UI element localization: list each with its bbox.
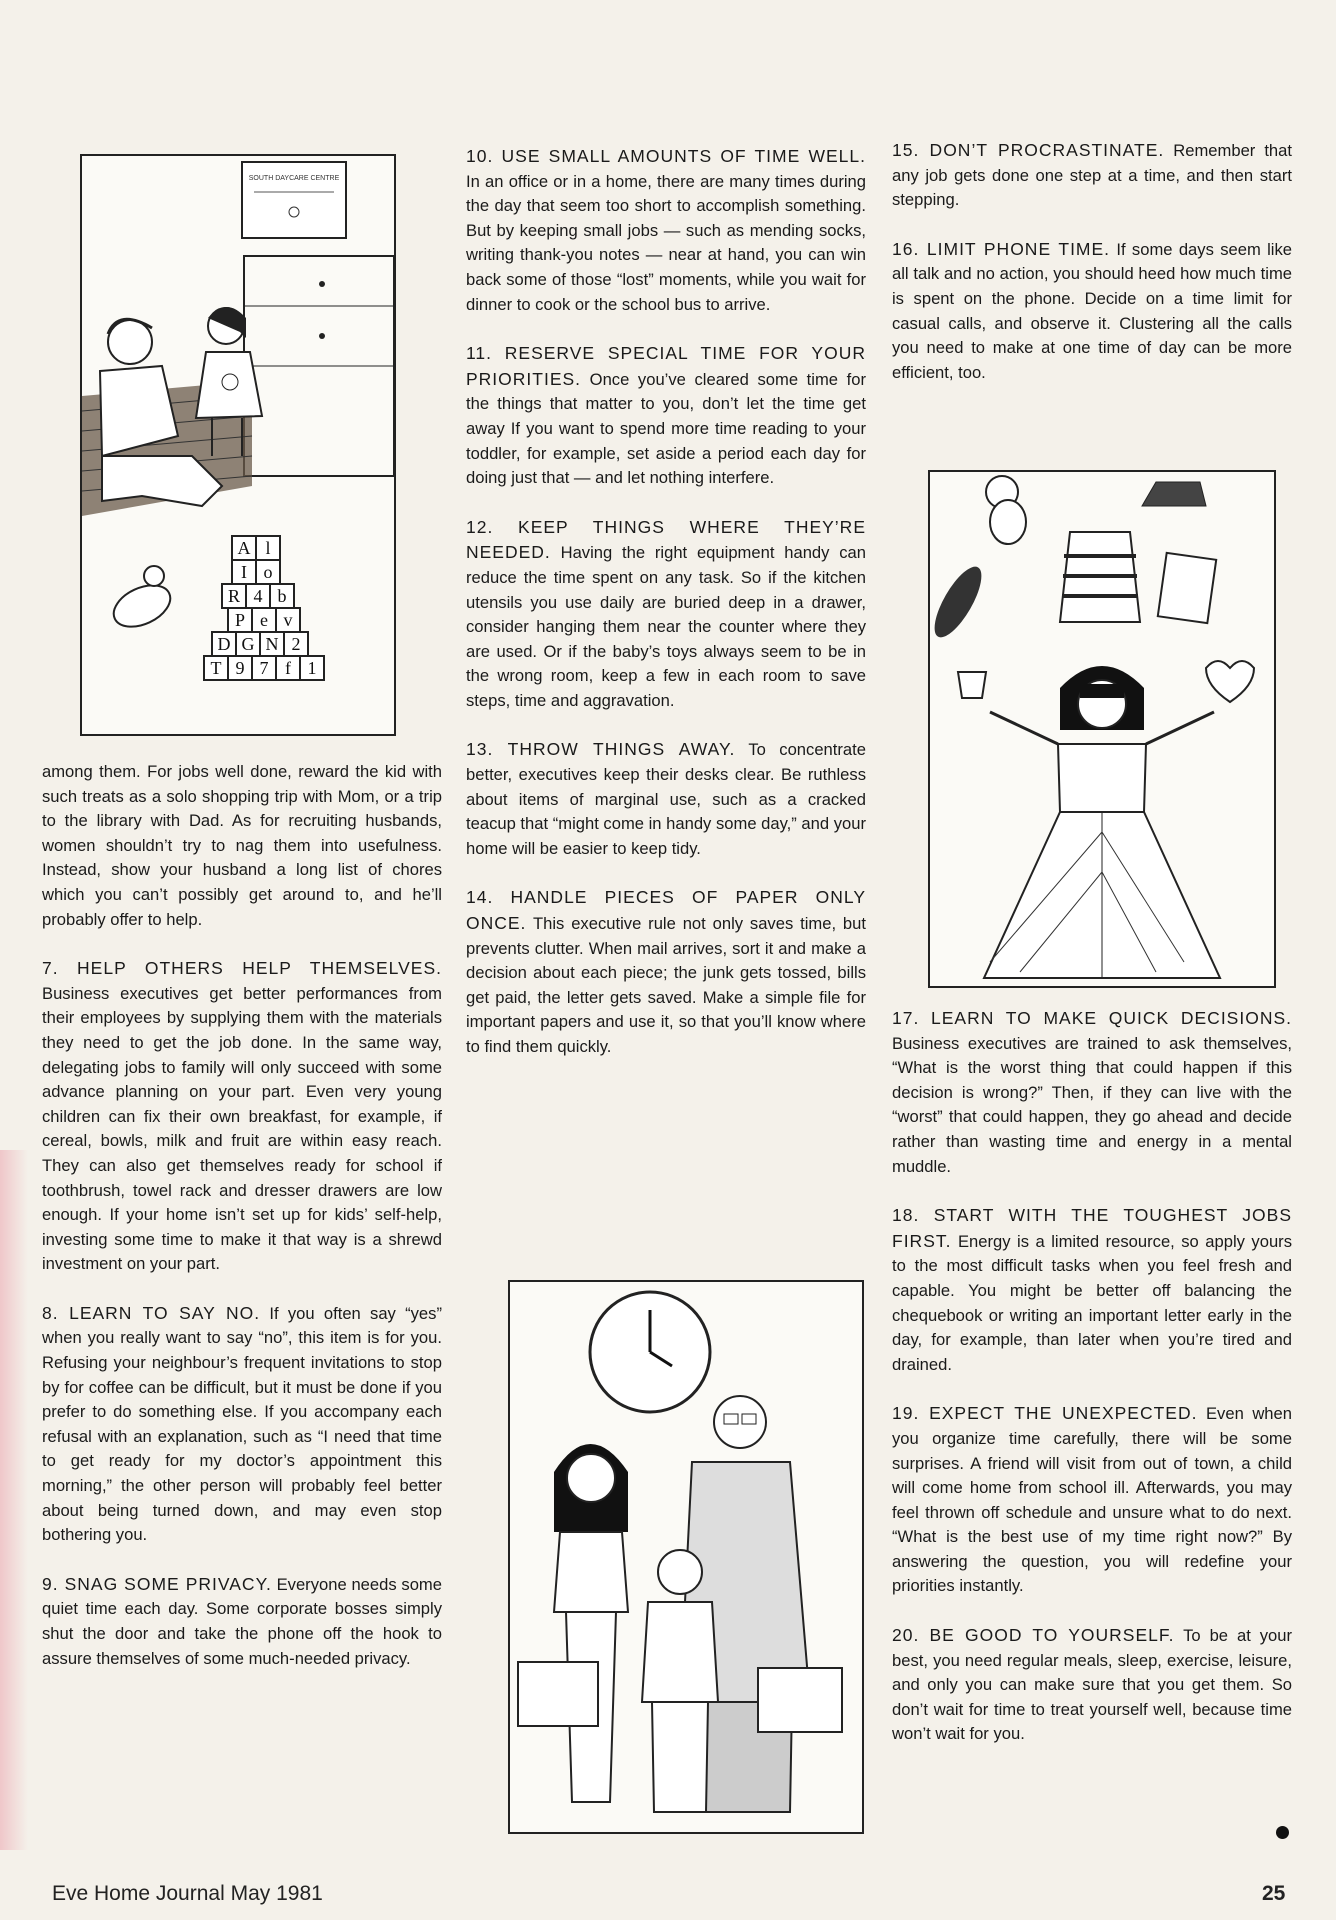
tip-heading: 19. EXPECT THE UNEXPECTED. (892, 1403, 1198, 1424)
tip-text: Business executives get better performances from their employees by supplying them with the materials they need to get the job done. In the same way, delegating jobs to family will only succeed with some advance planning on your part. Even very young children can fix their own breakfast, for example, if cereal, bowls, milk and fruit are within easy reach. They can also get themselves ready for school if toothbrush, towel rack and dresser drawers are low enough. If your home isn’t set up for kids’ self-help, investing some time to make it that way is a shrewd investment on your part. (42, 983, 442, 1274)
block-letter: v (283, 610, 293, 630)
tip-8 (42, 1301, 442, 1548)
block-letter: e (260, 610, 268, 630)
block-letter: 1 (307, 658, 317, 678)
block-letter: T (210, 658, 222, 678)
block-letter: o (263, 562, 273, 582)
tip-7 (42, 956, 442, 1277)
block-letter: 7 (259, 658, 269, 678)
end-of-article-bullet (1276, 1826, 1289, 1839)
article-column-left (42, 760, 442, 1695)
tip-heading: 15. DON’T PROCRASTINATE. (892, 140, 1165, 160)
tip-text: If some days seem like all talk and no action, you should heed how much time is spent on the phone. Decide on a time limit for casual calls, and observe it. Clustering all the calls you need to make at one time of day can be more efficient, too. (892, 239, 1292, 382)
tip-text: Remember that any job gets done one step at a time, and then start stepping. (892, 141, 1292, 210)
tip-heading: 17. LEARN TO MAKE QUICK DECISIONS. (892, 1008, 1292, 1028)
tip-heading: 14. HANDLE PIECES OF PAPER ONLY ONCE. (466, 887, 866, 934)
tip-text: Energy is a limited resource, so apply yours to the most difficult tasks when you feel fresh and capable. You might be better off balancing the chequebook or writing an important letter early in the day, for example, than later when you’re tired and drained. (892, 1231, 1292, 1374)
tip-heading: 16. LIMIT PHONE TIME. (892, 238, 1111, 259)
page-number: 25 (1262, 1882, 1286, 1905)
publication-footer: Eve Home Journal May 1981 (52, 1882, 323, 1905)
daycare-sign-text: SOUTH DAYCARE CENTRE (248, 175, 340, 182)
block-letter: 2 (291, 634, 301, 654)
tip-14 (466, 885, 866, 1059)
tip-heading: 18. START WITH THE TOUGHEST JOBS FIRST. (892, 1205, 1292, 1251)
woman-juggling-drawing (930, 472, 1274, 986)
tip-15 (892, 138, 1292, 213)
block-letter: A (237, 538, 251, 558)
tip-text: Even when you organize time carefully, there will be some surprises. A friend will visit from out of town, a child will come home from school ill. Afterwards, you may feel thrown off schedule and unsure what to do next. “What is the best use of my time right now?” By answering the question, you will redefine your priorities instantly. (892, 1404, 1292, 1596)
block-letter: 4 (253, 586, 263, 606)
block-letter: P (234, 610, 246, 630)
tip-20 (892, 1623, 1292, 1747)
tip-heading: 13. THROW THINGS AWAY. (466, 739, 736, 760)
article-column-right-bottom (892, 1006, 1292, 1771)
illustration-father-daughter-blocks (80, 154, 396, 736)
tip-text: Everyone needs some quiet time each day. Some corporate bosses simply shut the door and take the phone off the hook to assure themselves of some much-needed privacy. (42, 1574, 442, 1668)
tip-text: Business executives are trained to ask themselves, “What is the worst thing that could happen if this decision is wrong?” Then, if they can live with the “worst” that could happen, they go ahead and decide rather than wasting time and energy in a mental muddle. (892, 1033, 1292, 1176)
block-letter: f (285, 658, 291, 678)
tip-heading: 12. KEEP THINGS WHERE THEY’RE NEEDED. (466, 516, 866, 563)
tip-18 (892, 1203, 1292, 1377)
tip-19 (892, 1401, 1292, 1599)
illustration-family-clock (508, 1280, 864, 1834)
tip-16 (892, 237, 1292, 386)
paragraph-text: among them. For jobs well done, reward the kid with such treats as a solo shopping trip with Mom, or a trip to the library with Dad. As for recruiting husbands, women shouldn’t try to nag them into usefulness. Instead, show your husband a long list of chores which you can’t possibly get around to, and he’ll probably offer to help. (42, 762, 442, 929)
tip-text: If you often say “yes” when you really want to say “no”, this item is for you. Refusing your neighbour’s frequent invitations to stop by for coffee can be difficult, but it must be done if you prefer to do something else. If you accompany each refusal with an explanation, such as “I need that time to get ready for my doctor’s appointment this morning,” the other person will probably feel better about being turned down, and may even stop bothering you. (42, 1303, 442, 1545)
block-letter: 9 (235, 658, 245, 678)
block-letter: D (217, 634, 231, 654)
tip-11 (466, 341, 866, 491)
tip-13 (466, 737, 866, 861)
tip-text: Having the right equipment handy can reduce the time spent on any task. So if the kitchen utensils you use daily are buried deep in a drawer, consider hanging them near the counter where they are used. Or if the baby’s toys always seem to be in the wrong room, keep a few in each room to save steps, time and aggravation. (466, 543, 866, 710)
block-letter: N (265, 634, 279, 654)
block-letter: l (265, 538, 271, 558)
tip-heading: 11. RESERVE SPECIAL TIME FOR YOUR PRIORITIES. (466, 343, 866, 389)
block-letter: b (277, 586, 287, 606)
article-column-right-top (892, 138, 1292, 409)
block-letter: G (241, 634, 255, 654)
illustration-woman-juggling (928, 470, 1276, 988)
tip-text: To concentrate better, executives keep their desks clear. Be ruthless about items of marginal use, such as a cracked teacup that “might come in handy some day,” and your home will be easier to keep tidy. (466, 740, 866, 858)
tip-9 (42, 1572, 442, 1671)
article-column-middle (466, 144, 866, 1084)
tip-text: This executive rule not only saves time, but prevents clutter. When mail arrives, sort it and make a decision about each piece; the junk gets tossed, bills get paid, the letter gets saved. Make a simple file for important papers and use it, so that you’ll know where to find them quickly. (466, 914, 866, 1056)
tip-heading: 9. SNAG SOME PRIVACY. (42, 1573, 272, 1594)
block-letter: I (241, 562, 247, 582)
tip-12 (466, 515, 866, 714)
paragraph-continuation (42, 760, 442, 932)
tip-10 (466, 144, 866, 317)
block-letter: R (227, 586, 241, 606)
tip-heading: 8. LEARN TO SAY NO. (42, 1302, 261, 1323)
tip-text: Once you’ve cleared some time for the things that matter to you, don’t let the time get away If you want to spend more time reading to your toddler, for example, set aside a period each day for doing just that — and let nothing interfere. (466, 369, 866, 488)
tip-17 (892, 1006, 1292, 1179)
father-daughter-drawing (82, 156, 394, 734)
tip-heading: 20. BE GOOD TO YOURSELF. (892, 1625, 1175, 1646)
tip-text: In an office or in a home, there are many times during the day that seem too short to accomplish something. But by keeping small jobs — such as mending socks, writing thank-you notes — near at hand, you can win back some of those “lost” moments, while you wait for dinner to cook or the school bus to arrive. (466, 171, 866, 314)
tip-text: To be at your best, you need regular meals, sleep, exercise, leisure, and only you can make sure that you get them. So don’t wait for time to treat yourself well, because time won’t wait for you. (892, 1626, 1293, 1744)
family-clock-drawing (510, 1282, 862, 1832)
page-edge-tint (0, 1150, 28, 1850)
tip-heading: 10. USE SMALL AMOUNTS OF TIME WELL. (466, 146, 866, 166)
tip-heading: 7. HELP OTHERS HELP THEMSELVES. (42, 958, 442, 979)
